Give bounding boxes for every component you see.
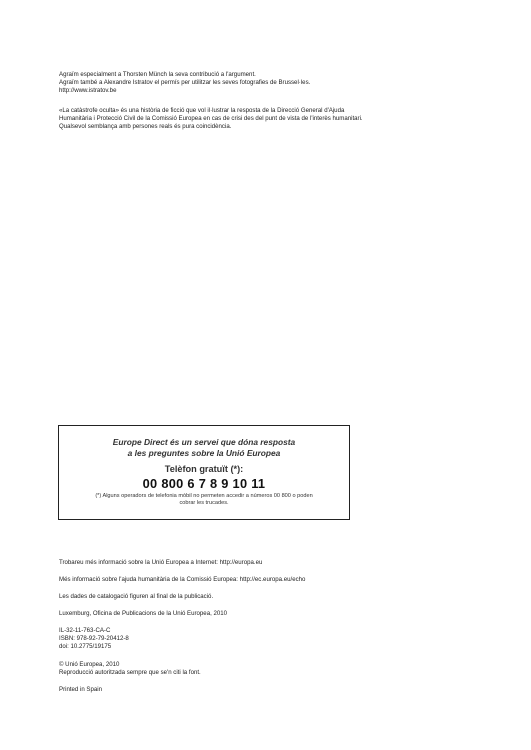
ack-url[interactable]: http://www.istratov.be (59, 87, 117, 95)
ack-line-istratov: Agraïm també a Alexandre Istratov el permís per utilitzar les seves fotografies de Brussel·les. (59, 79, 311, 87)
identifiers (59, 627, 129, 652)
more-info-eu: Trobareu més informació sobre la Unió Europea a Internet: http://europa.eu (59, 559, 263, 566)
europe-direct-title (59, 437, 349, 458)
ack-line-thorsten: Agraïm especialment a Thorsten Münch la seva contribució a l'argument. (59, 71, 256, 78)
mobile-operators-note (59, 493, 349, 507)
free-phone-label: Telèfon gratuït (*): (164, 464, 244, 474)
europe-direct-title-line: Europe Direct és un servei que dóna resposta (112, 437, 296, 447)
europe-direct-title-line: a les preguntes sobre la Unió Europea (127, 447, 281, 458)
reproduction-note: Reproducció autoritzada sempre que se'n citi la font. (59, 669, 201, 677)
note-line: cobrar les trucades. (179, 500, 229, 506)
printed-in: Printed in Spain (59, 686, 103, 693)
europe-direct-box (58, 425, 350, 520)
copyright-block (59, 661, 201, 677)
fiction-disclaimer (59, 107, 479, 132)
isbn: ISBN: 978-92-79-20412-8 (59, 635, 129, 643)
disclaimer-line: Qualsevol semblança amb persones reals és pura coincidència. (59, 123, 232, 131)
catalog-note: Les dades de catalogació figuren al final de la publicació. (59, 593, 214, 600)
note-line: (*) Alguns operadors de telefonia mòbil no permeten accedir a números 00 800 o poden (95, 493, 313, 499)
free-phone-number[interactable]: 00 800 6 7 8 9 10 11 (142, 476, 266, 491)
acknowledgements (59, 71, 479, 96)
doi: doi: 10.2775/19175 (59, 643, 112, 651)
more-info-humanitarian: Més informació sobre l'ajuda humanitària de la Comissió Europea: http://ec.europa.eu/echo (59, 576, 306, 583)
copyright: © Unió Europea, 2010 (59, 661, 120, 668)
publisher: Luxemburg, Oficina de Publicacions de la Unió Europea, 2010 (59, 610, 228, 617)
catalog-number: IL-32-11-763-CA-C (59, 627, 111, 634)
disclaimer-line: Humanitària i Protecció Civil de la Comissió Europea en cas de crisi des del punt de vista de l'interès humanitari. (59, 115, 363, 123)
disclaimer-line: «La catàstrofe oculta» és una història de ficció que vol il·lustrar la resposta de la Direcció General d'Ajuda (59, 107, 345, 114)
